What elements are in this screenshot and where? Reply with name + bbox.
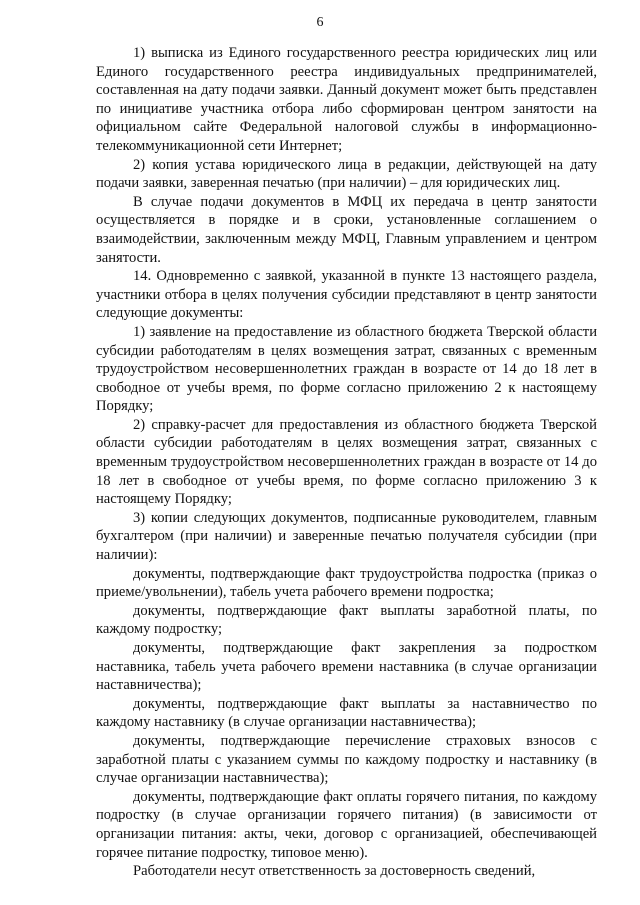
paragraph-item-14: 14. Одновременно с заявкой, указанной в пункте 13 настоящего раздела, участники отбора в целях получения субсидии представляют в центр занятости следующие документы:	[96, 268, 597, 322]
paragraph-document-copies: 3) копии следующих документов, подписанные руководителем, главным бухгалтером (при наличии) и заверенные печатью получателя субсидии (при наличии):	[96, 509, 597, 564]
document-body	[96, 44, 597, 881]
paragraph-employer-responsibility: Работодатели несут ответственность за достоверность сведений,	[133, 863, 536, 880]
paragraph-insurance-docs: документы, подтверждающие перечисление страховых взносов с заработной платы с указанием суммы по каждому подростку и наставнику (в случае организации наставничества);	[96, 732, 597, 787]
paragraph-charter-copy: 2) копия устава юридического лица в редакции, действующей на дату подачи заявки, заверенная печатью (при наличии) – для юридических лиц.	[96, 156, 597, 192]
page-number: 6	[316, 15, 324, 30]
paragraph-calculation: 2) справку-расчет для предоставления из областного бюджета Тверской области субсидии работодателям в целях возмещения затрат, связанных с временным трудоустройством несовершеннолетних граждан в возрасте от 14 до 18 лет в свободное от учебы время, по форме согласно приложению 3 к настоящему Порядку;	[96, 416, 597, 508]
paragraph-egrul-extract: 1) выписка из Единого государственного реестра юридических лиц или Единого государственного реестра индивидуальных предпринимателей, составленная на дату подачи заявки. Данный документ может быть представлен по инициативе участника отбора либо сформирован центром занятости на официальном сайте Федеральной налоговой службы в информационно-телекоммуникационной сети Интернет;	[96, 45, 597, 154]
paragraph-meals-docs: документы, подтверждающие факт оплаты горячего питания, по каждому подростку (в случае организации горячего питания) (в зависимости от организации питания: акты, чеки, договор с организацией, обеспечивающей горячее питание подростку, типовое меню).	[96, 788, 597, 861]
paragraph-employment-docs: документы, подтверждающие факт трудоустройства подростка (приказ о приеме/увольнении), табель учета рабочего времени подростка;	[96, 565, 597, 601]
paragraph-mentor-payment-docs: документы, подтверждающие факт выплаты за наставничество по каждому наставнику (в случае организации наставничества);	[96, 695, 597, 731]
paragraph-salary-docs: документы, подтверждающие факт выплаты заработной платы, по каждому подростку;	[96, 602, 597, 638]
paragraph-mfc-transfer: В случае подачи документов в МФЦ их передача в центр занятости осуществляется в порядке и в сроки, установленные соглашением о взаимодействии, заключенным между МФЦ, Главным управлением и центром занятости.	[96, 193, 597, 266]
paragraph-application: 1) заявление на предоставление из областного бюджета Тверской области субсидии работодателям в целях возмещения затрат, связанных с временным трудоустройством несовершеннолетних граждан в возрасте от 14 до 18 лет в свободное от учебы время, по форме согласно приложению 2 к настоящему Порядку;	[96, 323, 597, 415]
paragraph-mentor-assignment-docs: документы, подтверждающие факт закрепления за подростком наставника, табель учета рабочего времени наставника (в случае организации наставничества);	[96, 640, 597, 694]
